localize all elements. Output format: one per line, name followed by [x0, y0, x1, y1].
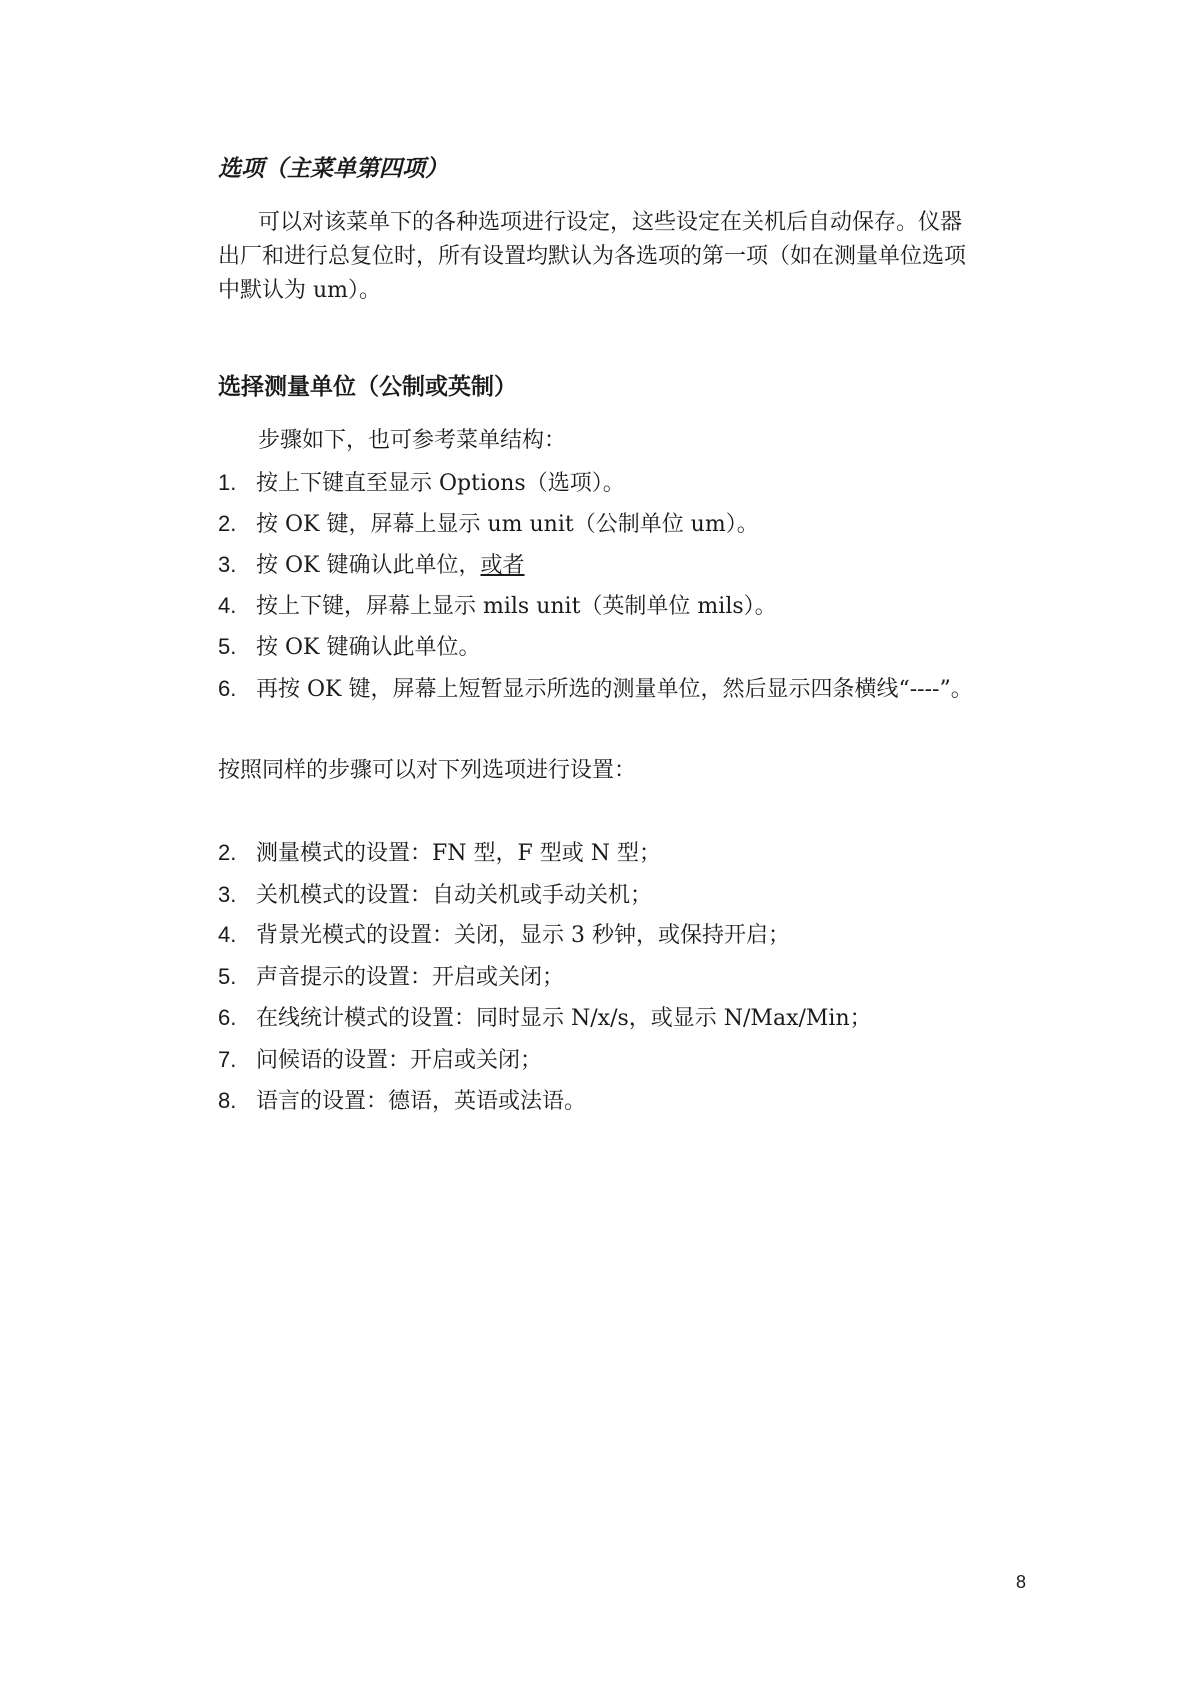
list-item — [218, 1001, 1028, 1036]
list-item — [218, 672, 1028, 707]
list-text: 再按 OK 键，屏幕上短暂显示所选的测量单位，然后显示四条横线“----”。 — [256, 677, 973, 702]
underlined-text: 或者 — [480, 553, 525, 578]
list-number: 2. — [218, 840, 237, 865]
list-text: 声音提示的设置：开启或关闭； — [256, 965, 565, 990]
list-text: 按 OK 键确认此单位。 — [256, 635, 481, 660]
list-number: 4. — [218, 922, 237, 947]
paragraph-line: 可以对该菜单下的各种选项进行设定，这些设定在关机后自动保存。仪器 — [258, 210, 963, 235]
list-item — [218, 960, 1028, 995]
list-number: 5. — [218, 964, 237, 989]
list-text: 测量模式的设置：FN 型，F 型或 N 型； — [256, 841, 662, 866]
list-item — [218, 507, 1028, 542]
list-number: 3. — [218, 882, 237, 907]
steps-intro: 步骤如下，也可参考菜单结构： — [258, 428, 567, 453]
list-number: 8. — [218, 1088, 237, 1113]
list-text: 语言的设置：德语，英语或法语。 — [256, 1089, 587, 1114]
list-number: 6. — [218, 676, 237, 701]
list-item — [218, 836, 1028, 871]
list-item — [218, 918, 1028, 953]
list-item — [218, 466, 1028, 501]
list-text: 按上下键，屏幕上显示 mils unit（英制单位 mils）。 — [256, 594, 777, 619]
list-number: 7. — [218, 1047, 237, 1072]
list-item — [218, 548, 1028, 583]
list-item — [218, 589, 1028, 624]
paragraph-line: 中默认为 um）。 — [218, 278, 382, 303]
list-text: 问候语的设置：开启或关闭； — [256, 1048, 543, 1073]
list-item — [218, 1043, 1028, 1078]
paragraph-line: 出厂和进行总复位时，所有设置均默认为各选项的第一项（如在测量单位选项 — [218, 244, 967, 269]
list-number: 3. — [218, 552, 237, 577]
section-heading-units: 选择测量单位（公制或英制） — [218, 373, 517, 400]
list-text: 按 OK 键，屏幕上显示 um unit（公制单位 um）。 — [256, 512, 759, 537]
list-text: 关机模式的设置：自动关机或手动关机； — [256, 883, 653, 908]
page-number: 8 — [1016, 1572, 1027, 1592]
list-number: 1. — [218, 470, 237, 495]
list-item — [218, 1084, 1028, 1119]
list-number: 2. — [218, 511, 237, 536]
list-number: 5. — [218, 634, 237, 659]
list-number: 4. — [218, 593, 237, 618]
list-text: 按上下键直至显示 Options（选项）。 — [256, 471, 625, 496]
list-item — [218, 878, 1028, 913]
list-number: 6. — [218, 1005, 237, 1030]
list-text: 在线统计模式的设置：同时显示 N/x/s，或显示 N/Max/Min； — [256, 1006, 872, 1031]
options-intro: 按照同样的步骤可以对下列选项进行设置： — [218, 758, 637, 783]
list-text: 按 OK 键确认此单位， — [256, 553, 481, 578]
list-text: 背景光模式的设置：关闭，显示 3 秒钟，或保持开启； — [256, 923, 790, 948]
section-heading-options: 选项（主菜单第四项） — [218, 155, 448, 182]
list-item — [218, 630, 1028, 665]
